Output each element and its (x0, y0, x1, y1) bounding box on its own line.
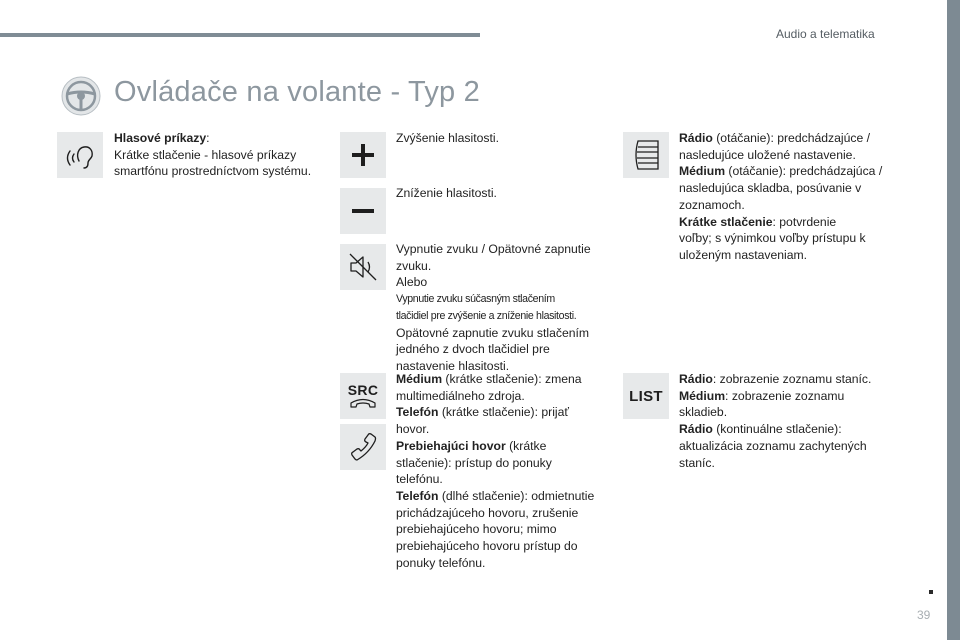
thumbwheel-button (623, 132, 669, 178)
src-phone-description: Médium (krátke stlačenie): zmena multimediálneho zdroja. Telefón (krátke stlačenie): prijať hovor. Prebiehajúci hovor (krátke stlačenie): prístup do ponuky telefónu. Telefón (dlhé stlačenie): odmietnutie prichádzajúceho hovoru, zrušenie prebiehajúceho hovoru; mimo prebiehajúceho hovoru prístup do ponuky telefónu. (396, 372, 595, 570)
thumbwheel-description: Rádio (otáčanie): predchádzajúce / nasledujúce uložené nastavenie. Médium (otáčanie): predchádzajúca / nasledujúca skladba, posúvanie v zoznamoch. Krátke stlačenie: potvrdenie voľby; s výnimkou voľby prístupu k uloženým nastaveniam. (679, 131, 883, 262)
phone-button (340, 424, 386, 470)
list-button (623, 373, 669, 419)
page-number: 39 (917, 608, 931, 622)
steering-wheel-icon (60, 75, 102, 117)
mute-description: Vypnutie zvuku / Opätovné zapnutie zvuku. Alebo Vypnutie zvuku súčasným stlačením tlačidiel pre zvýšenie a zníženie hlasitosti. Opätovné zapnutie zvuku stlačením jedného z dvoch tlačidiel pre nastavenie hlasitosti. (396, 242, 591, 373)
list-description: Rádio: zobrazenie zoznamu staníc. Médium: zobrazenie zoznamu skladieb. Rádio (kontinuálne stlačenie): aktualizácia zoznamu zachytených staníc. (679, 372, 872, 470)
page-marker-dot (929, 590, 933, 594)
src-phone-button (340, 373, 386, 419)
section-title: Audio a telematika (776, 27, 875, 41)
voice-command-button (57, 132, 103, 178)
list-label: LIST (629, 387, 663, 405)
volume-down-button (340, 188, 386, 234)
volume-up-button (340, 132, 386, 178)
header-divider-bar (0, 33, 480, 37)
minus-icon (350, 198, 376, 224)
page-title: Ovládače na volante - Typ 2 (114, 76, 480, 108)
hang-up-phone-icon (348, 397, 378, 411)
voice-command-description: Hlasové príkazy: Krátke stlačenie - hlasové príkazy smartfónu prostredníctvom systému. (114, 131, 312, 179)
thumbwheel-icon (630, 138, 662, 172)
voice-command-icon (62, 139, 98, 171)
page-edge-bar (947, 0, 960, 640)
src-label: SRC (347, 382, 379, 398)
volume-down-description: Zníženie hlasitosti. (396, 186, 497, 200)
plus-icon (350, 142, 376, 168)
volume-up-description: Zvýšenie hlasitosti. (396, 131, 499, 145)
mute-button (340, 244, 386, 290)
phone-icon (348, 432, 378, 462)
mute-icon (346, 250, 380, 284)
